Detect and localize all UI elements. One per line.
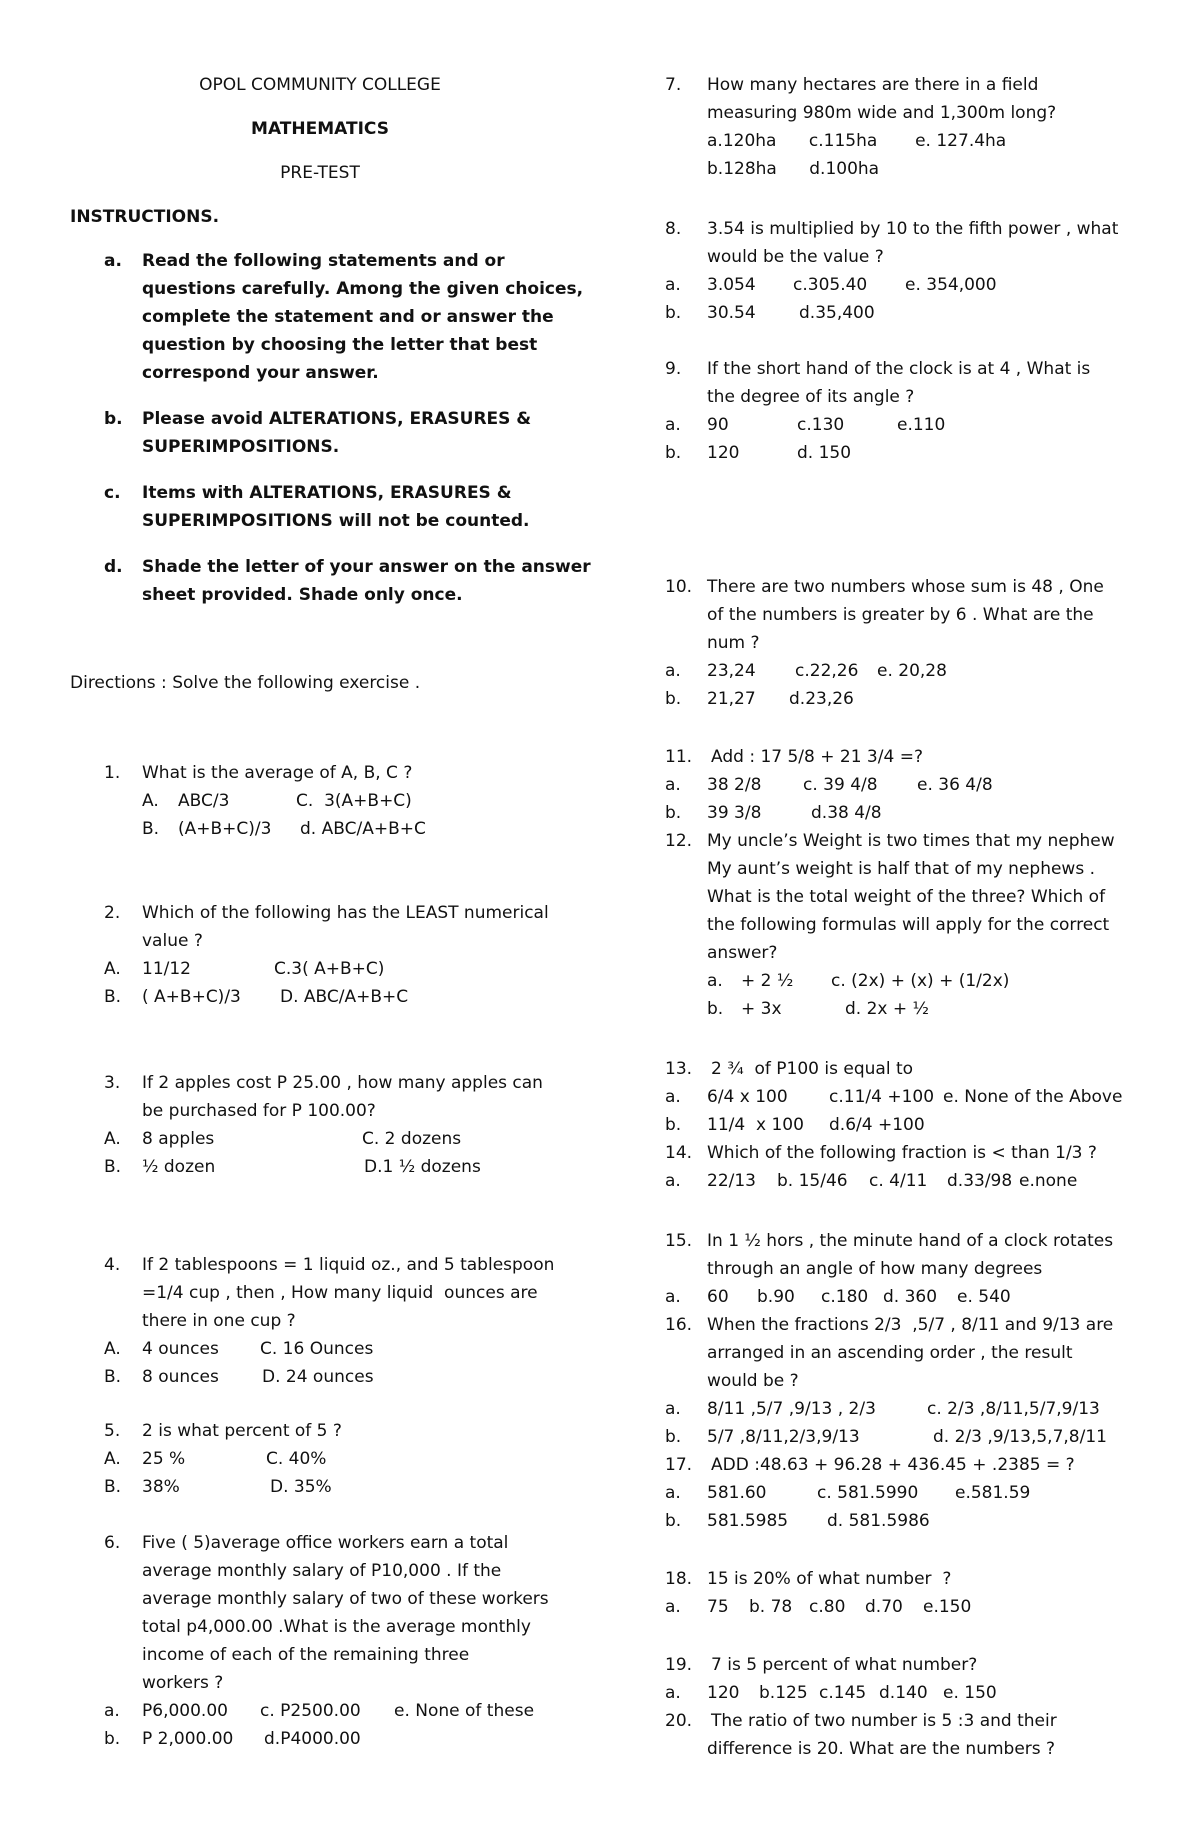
option: e.581.59 xyxy=(955,1483,1031,1503)
option: b.125 xyxy=(759,1683,808,1703)
question-number: 19. xyxy=(665,1655,693,1675)
question-text: 2 is what percent of 5 ? xyxy=(142,1421,342,1441)
question-text: answer? xyxy=(707,943,778,963)
option: e. None of the Above xyxy=(943,1087,1123,1107)
option-letter: a. xyxy=(665,1483,681,1503)
option-letter: B. xyxy=(104,1477,122,1497)
option: 30.54 xyxy=(707,303,756,323)
question-text: There are two numbers whose sum is 48 , One xyxy=(707,577,1104,597)
option: ( A+B+C)/3 xyxy=(142,987,241,1007)
instruction-line: correspond your answer. xyxy=(142,363,379,383)
option: e. 150 xyxy=(943,1683,997,1703)
question-text: 7 is 5 percent of what number? xyxy=(711,1655,978,1675)
question-number: 2. xyxy=(104,903,121,923)
question-text: What is the average of A, B, C ? xyxy=(142,763,413,783)
option-letter: a. xyxy=(707,971,723,991)
question-text: My aunt’s weight is half that of my nephews . xyxy=(707,859,1096,879)
question-number: 17. xyxy=(665,1455,693,1475)
option-letter: A. xyxy=(104,1129,121,1149)
instruction-line: questions carefully. Among the given choices, xyxy=(142,279,584,299)
option-letter: b. xyxy=(665,443,682,463)
option: ½ dozen xyxy=(142,1157,216,1177)
option: C. 3(A+B+C) xyxy=(296,791,412,811)
question-text: through an angle of how many degrees xyxy=(707,1259,1043,1279)
question-text: =1/4 cup , then , How many liquid ounces are xyxy=(142,1283,538,1303)
option: 60 xyxy=(707,1287,729,1307)
option: c.22,26 xyxy=(795,661,859,681)
question-text: would be the value ? xyxy=(707,247,884,267)
option: d.33/98 xyxy=(947,1171,1013,1191)
question-number: 20. xyxy=(665,1711,693,1731)
question-text: My uncle’s Weight is two times that my nephew xyxy=(707,831,1115,851)
option: e. 20,28 xyxy=(877,661,947,681)
question-text: When the fractions 2/3 ,5/7 , 8/11 and 9/13 are xyxy=(707,1315,1114,1335)
instruction-letter: d. xyxy=(104,557,123,577)
test-title: PRE-TEST xyxy=(280,163,360,183)
option: 25 % xyxy=(142,1449,186,1469)
option-letter: B. xyxy=(104,987,122,1007)
option: 581.5985 xyxy=(707,1511,789,1531)
option: 39 3/8 xyxy=(707,803,762,823)
option: d.P4000.00 xyxy=(264,1729,361,1749)
option: b.90 xyxy=(757,1287,795,1307)
question-text: What is the total weight of the three? Which of xyxy=(707,887,1106,907)
option: d. 2/3 ,9/13,5,7,8/11 xyxy=(933,1427,1107,1447)
option: 3.054 xyxy=(707,275,756,295)
option: d. 2x + ½ xyxy=(845,999,930,1019)
question-text: measuring 980m wide and 1,300m long? xyxy=(707,103,1057,123)
question-text: Which of the following has the LEAST numerical xyxy=(142,903,549,923)
option-letter: b. xyxy=(665,1115,682,1135)
option: 21,27 xyxy=(707,689,756,709)
option: c. 2/3 ,8/11,5/7,9/13 xyxy=(927,1399,1100,1419)
option: D. ABC/A+B+C xyxy=(280,987,409,1007)
option-letter: a. xyxy=(665,1597,681,1617)
question-text: income of each of the remaining three xyxy=(142,1645,470,1665)
option: e. 354,000 xyxy=(905,275,997,295)
option-letter: A. xyxy=(104,959,121,979)
option: b. 15/46 xyxy=(777,1171,848,1191)
question-number: 8. xyxy=(665,219,682,239)
option: b. 78 xyxy=(749,1597,793,1617)
option: 11/12 xyxy=(142,959,191,979)
option: e.none xyxy=(1019,1171,1078,1191)
question-number: 9. xyxy=(665,359,682,379)
question-text: Add : 17 5/8 + 21 3/4 =? xyxy=(711,747,923,767)
option-letter: a. xyxy=(104,1701,120,1721)
option: d. 360 xyxy=(883,1287,938,1307)
option: e. None of these xyxy=(394,1701,535,1721)
option-letter: b. xyxy=(665,1427,682,1447)
option: d.38 4/8 xyxy=(811,803,882,823)
question-text: Five ( 5)average office workers earn a total xyxy=(142,1533,509,1553)
instruction-letter: a. xyxy=(104,251,122,271)
question-text: 15 is 20% of what number ? xyxy=(707,1569,952,1589)
option-letter: B. xyxy=(104,1367,122,1387)
option: D. 24 ounces xyxy=(262,1367,374,1387)
option: C. 40% xyxy=(266,1449,327,1469)
question-text: difference is 20. What are the numbers ? xyxy=(707,1739,1056,1759)
option: 38 2/8 xyxy=(707,775,762,795)
question-number: 15. xyxy=(665,1231,693,1251)
question-text: of the numbers is greater by 6 . What are the xyxy=(707,605,1094,625)
question-number: 6. xyxy=(104,1533,121,1553)
instruction-letter: c. xyxy=(104,483,121,503)
question-number: 13. xyxy=(665,1059,693,1079)
option: ABC/3 xyxy=(178,791,230,811)
question-number: 14. xyxy=(665,1143,693,1163)
question-text: total p4,000.00 .What is the average monthly xyxy=(142,1617,531,1637)
option: c. 4/11 xyxy=(869,1171,928,1191)
question-text: num ? xyxy=(707,633,760,653)
question-text: How many hectares are there in a field xyxy=(707,75,1039,95)
instruction-line: question by choosing the letter that best xyxy=(142,335,538,355)
option-letter: a. xyxy=(665,661,681,681)
instruction-line: Please avoid ALTERATIONS, ERASURES & xyxy=(142,409,532,429)
question-text: would be ? xyxy=(707,1371,799,1391)
option-letter: B. xyxy=(142,819,160,839)
directions: Directions : Solve the following exercise . xyxy=(70,673,421,693)
option: c.180 xyxy=(821,1287,869,1307)
option: 38% xyxy=(142,1477,180,1497)
question-text: In 1 ½ hors , the minute hand of a clock rotates xyxy=(707,1231,1114,1251)
option: d. 150 xyxy=(797,443,852,463)
option: e. 540 xyxy=(957,1287,1011,1307)
option: c. 581.5990 xyxy=(817,1483,919,1503)
option: 5/7 ,8/11,2/3,9/13 xyxy=(707,1427,860,1447)
question-number: 16. xyxy=(665,1315,693,1335)
question-number: 4. xyxy=(104,1255,121,1275)
question-text: there in one cup ? xyxy=(142,1311,296,1331)
instructions-heading: INSTRUCTIONS. xyxy=(70,207,220,227)
option: d.70 xyxy=(865,1597,903,1617)
instruction-line: SUPERIMPOSITIONS will not be counted. xyxy=(142,511,530,531)
option-letter: b. xyxy=(665,803,682,823)
option: d.23,26 xyxy=(789,689,854,709)
subject-title: MATHEMATICS xyxy=(251,119,389,139)
option: c.80 xyxy=(809,1597,846,1617)
option-letter: a. xyxy=(665,275,681,295)
option: c.130 xyxy=(797,415,845,435)
option-letter: a. xyxy=(665,415,681,435)
option-letter: b. xyxy=(665,1511,682,1531)
question-text: average monthly salary of two of these workers xyxy=(142,1589,549,1609)
option: 120 xyxy=(707,1683,740,1703)
question-text: the degree of its angle ? xyxy=(707,387,915,407)
question-number: 10. xyxy=(665,577,693,597)
question-text: arranged in an ascending order , the result xyxy=(707,1343,1073,1363)
option: e.110 xyxy=(897,415,946,435)
question-text: ADD :48.63 + 96.28 + 436.45 + .2385 = ? xyxy=(711,1455,1075,1475)
option: C.3( A+B+C) xyxy=(274,959,385,979)
option-letter: a. xyxy=(665,1171,681,1191)
question-number: 3. xyxy=(104,1073,121,1093)
option: 23,24 xyxy=(707,661,756,681)
option: 6/4 x 100 xyxy=(707,1087,788,1107)
instruction-line: Items with ALTERATIONS, ERASURES & xyxy=(142,483,512,503)
option-letter: b. xyxy=(104,1729,121,1749)
option: (A+B+C)/3 xyxy=(178,819,272,839)
option: c. 39 4/8 xyxy=(803,775,878,795)
option-letter: b. xyxy=(665,689,682,709)
option: c. (2x) + (x) + (1/2x) xyxy=(831,971,1010,991)
option-letter: a. xyxy=(665,1683,681,1703)
question-number: 7. xyxy=(665,75,682,95)
option-letter: b. xyxy=(707,999,724,1019)
option: d.6/4 +100 xyxy=(829,1115,925,1135)
question-text: workers ? xyxy=(142,1673,224,1693)
option: c.305.40 xyxy=(793,275,868,295)
question-text: If 2 apples cost P 25.00 , how many apples can xyxy=(142,1073,543,1093)
option: e. 36 4/8 xyxy=(917,775,993,795)
option: C. 16 Ounces xyxy=(260,1339,374,1359)
question-text: If 2 tablespoons = 1 liquid oz., and 5 tablespoon xyxy=(142,1255,555,1275)
question-number: 11. xyxy=(665,747,693,767)
option: 581.60 xyxy=(707,1483,767,1503)
option: 4 ounces xyxy=(142,1339,219,1359)
option: 8 ounces xyxy=(142,1367,219,1387)
option: 75 xyxy=(707,1597,729,1617)
option-letter: A. xyxy=(104,1449,121,1469)
option: + 2 ½ xyxy=(741,971,794,991)
question-text: 3.54 is multiplied by 10 to the fifth power , what xyxy=(707,219,1119,239)
option-letter: A. xyxy=(142,791,159,811)
option: 8/11 ,5/7 ,9/13 , 2/3 xyxy=(707,1399,876,1419)
instruction-line: complete the statement and or answer the xyxy=(142,307,554,327)
option: d. ABC/A+B+C xyxy=(300,819,426,839)
option-row: b.128ha d.100ha xyxy=(707,159,880,179)
option-row: a.120ha c.115ha e. 127.4ha xyxy=(707,131,1007,151)
option-letter: a. xyxy=(665,775,681,795)
question-number: 5. xyxy=(104,1421,121,1441)
question-text: Which of the following fraction is < than 1/3 ? xyxy=(707,1143,1097,1163)
question-text: average monthly salary of P10,000 . If the xyxy=(142,1561,502,1581)
option-letter: a. xyxy=(665,1399,681,1419)
question-text: The ratio of two number is 5 :3 and their xyxy=(711,1711,1057,1731)
question-number: 12. xyxy=(665,831,693,851)
option: P6,000.00 xyxy=(142,1701,228,1721)
question-text: value ? xyxy=(142,931,203,951)
question-number: 18. xyxy=(665,1569,693,1589)
option-letter: a. xyxy=(665,1287,681,1307)
question-text: If the short hand of the clock is at 4 , What is xyxy=(707,359,1091,379)
college-name: OPOL COMMUNITY COLLEGE xyxy=(199,75,441,95)
option: 8 apples xyxy=(142,1129,215,1149)
option: d.35,400 xyxy=(799,303,875,323)
question-text: be purchased for P 100.00? xyxy=(142,1101,376,1121)
option: 90 xyxy=(707,415,729,435)
option-letter: B. xyxy=(104,1157,122,1177)
question-text: the following formulas will apply for the correct xyxy=(707,915,1110,935)
instruction-line: Shade the letter of your answer on the answer xyxy=(142,557,591,577)
option: e.150 xyxy=(923,1597,972,1617)
option: D.1 ½ dozens xyxy=(364,1157,481,1177)
option: c.11/4 +100 xyxy=(829,1087,935,1107)
option: C. 2 dozens xyxy=(362,1129,462,1149)
option: 11/4 x 100 xyxy=(707,1115,804,1135)
option: d. 581.5986 xyxy=(827,1511,930,1531)
instruction-line: sheet provided. Shade only once. xyxy=(142,585,463,605)
option-letter: A. xyxy=(104,1339,121,1359)
option: c. P2500.00 xyxy=(260,1701,361,1721)
option: d.140 xyxy=(879,1683,928,1703)
option-letter: b. xyxy=(665,303,682,323)
instruction-line: SUPERIMPOSITIONS. xyxy=(142,437,340,457)
question-number: 1. xyxy=(104,763,121,783)
option: + 3x xyxy=(741,999,782,1019)
option-letter: a. xyxy=(665,1087,681,1107)
option: 120 xyxy=(707,443,740,463)
instruction-letter: b. xyxy=(104,409,123,429)
option: 22/13 xyxy=(707,1171,756,1191)
instruction-line: Read the following statements and or xyxy=(142,251,505,271)
option: D. 35% xyxy=(270,1477,332,1497)
question-text: 2 ¾ of P100 is equal to xyxy=(711,1059,914,1079)
option: c.145 xyxy=(819,1683,867,1703)
option: P 2,000.00 xyxy=(142,1729,234,1749)
